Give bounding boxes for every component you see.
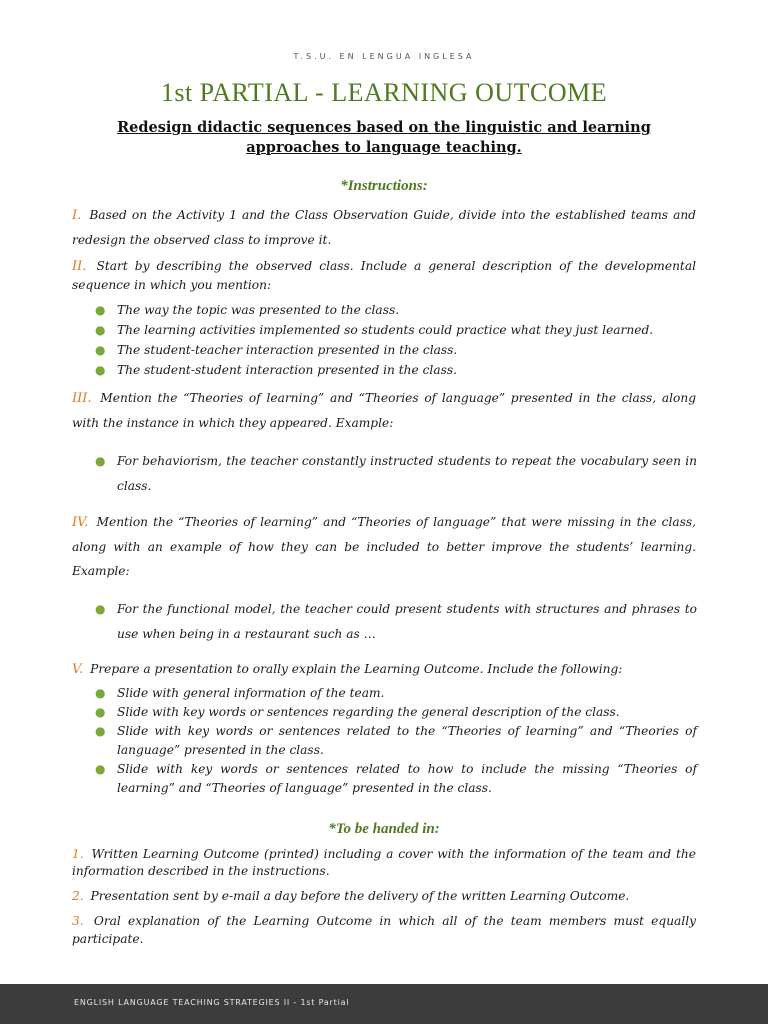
item-text: Oral explanation of the Learning Outcome in which all of the team members must equally participate. <box>72 914 696 946</box>
bullet-icon: ● <box>95 705 106 719</box>
list-item: ● The way the topic was presented to the class. <box>95 300 697 320</box>
item-number: 1. <box>72 847 84 861</box>
item-number: II. <box>72 259 87 274</box>
bullet-list <box>95 597 697 647</box>
bullet-icon: ● <box>95 343 106 357</box>
item-text: Prepare a presentation to orally explain the Learning Outcome. Include the following: <box>90 662 623 676</box>
list-item: ● Slide with key words or sentences related to how to include the missing “Theories of learning” and “Theories of language” presented in the class. <box>95 762 697 795</box>
bullet-icon: ● <box>95 724 106 738</box>
handed-in-item-2 <box>72 888 696 905</box>
item-number: 2. <box>72 889 84 903</box>
handed-in-heading: *To be handed in: <box>328 821 440 837</box>
item-text: Based on the Activity 1 and the Class Observation Guide, divide into the established teams and redesign the observed class to improve it. <box>72 208 696 247</box>
item-text: Start by describing the observed class. Include a general description of the developmental sequence in which you mention: <box>72 259 696 292</box>
bullet-icon: ● <box>95 686 106 700</box>
instruction-item-4 <box>72 510 696 583</box>
list-item: ● Slide with key words or sentences regarding the general description of the class. <box>95 703 697 722</box>
item-number: IV. <box>72 515 89 530</box>
page-subtitle: Redesign didactic sequences based on the linguistic and learning approaches to language teaching. <box>117 119 651 156</box>
bullet-icon: ● <box>95 602 106 616</box>
course-label: T.S.U. EN LENGUA INGLESA <box>293 52 475 61</box>
bullet-list <box>95 684 697 798</box>
instruction-item-1 <box>72 203 696 253</box>
item-number: 3. <box>72 914 84 928</box>
instruction-item-2 <box>72 257 696 295</box>
bullet-icon: ● <box>95 303 106 317</box>
instruction-item-3 <box>72 386 696 436</box>
bullet-list <box>95 449 697 499</box>
list-item: ● The student-student interaction presented in the class. <box>95 360 697 380</box>
page-title: 1st PARTIAL - LEARNING OUTCOME <box>160 78 608 107</box>
instructions-heading: *Instructions: <box>340 178 428 194</box>
footer-text: ENGLISH LANGUAGE TEACHING STRATEGIES II - 1st Partial <box>74 998 350 1007</box>
list-item: ● For behaviorism, the teacher constantly instructed students to repeat the vocabulary seen in class. <box>95 449 697 499</box>
handed-in-item-3 <box>72 912 696 948</box>
item-text: Mention the “Theories of learning” and “Theories of language” that were missing in the class, along with an example of how they can be included to better improve the students’ learning. Example: <box>72 515 697 578</box>
list-item: ● For the functional model, the teacher could present students with structures and phrases to use when being in a restaurant such as … <box>95 597 697 647</box>
instruction-item-5 <box>72 659 696 680</box>
bullet-list <box>95 300 697 380</box>
bullet-icon: ● <box>95 323 106 337</box>
item-text: Presentation sent by e-mail a day before the delivery of the written Learning Outcome. <box>90 889 630 903</box>
item-number: I. <box>72 208 82 223</box>
list-item: ● Slide with general information of the team. <box>95 684 697 703</box>
footer-bar <box>0 984 768 1024</box>
bullet-icon: ● <box>95 762 106 776</box>
handed-in-item-1 <box>72 846 696 880</box>
bullet-icon: ● <box>95 363 106 377</box>
list-item: ● The learning activities implemented so students could practice what they just learned. <box>95 320 697 340</box>
item-number: III. <box>72 391 92 406</box>
item-number: V. <box>72 662 84 677</box>
item-text: Written Learning Outcome (printed) including a cover with the information of the team and the information described in the instructions. <box>72 847 696 878</box>
bullet-icon: ● <box>95 454 106 468</box>
list-item: ● The student-teacher interaction presented in the class. <box>95 340 697 360</box>
list-item: ● Slide with key words or sentences related to the “Theories of learning” and “Theories of language” presented in the class. <box>95 724 697 757</box>
item-text: Mention the “Theories of learning” and “Theories of language” presented in the class, along with the instance in which they appeared. Example: <box>72 391 697 430</box>
